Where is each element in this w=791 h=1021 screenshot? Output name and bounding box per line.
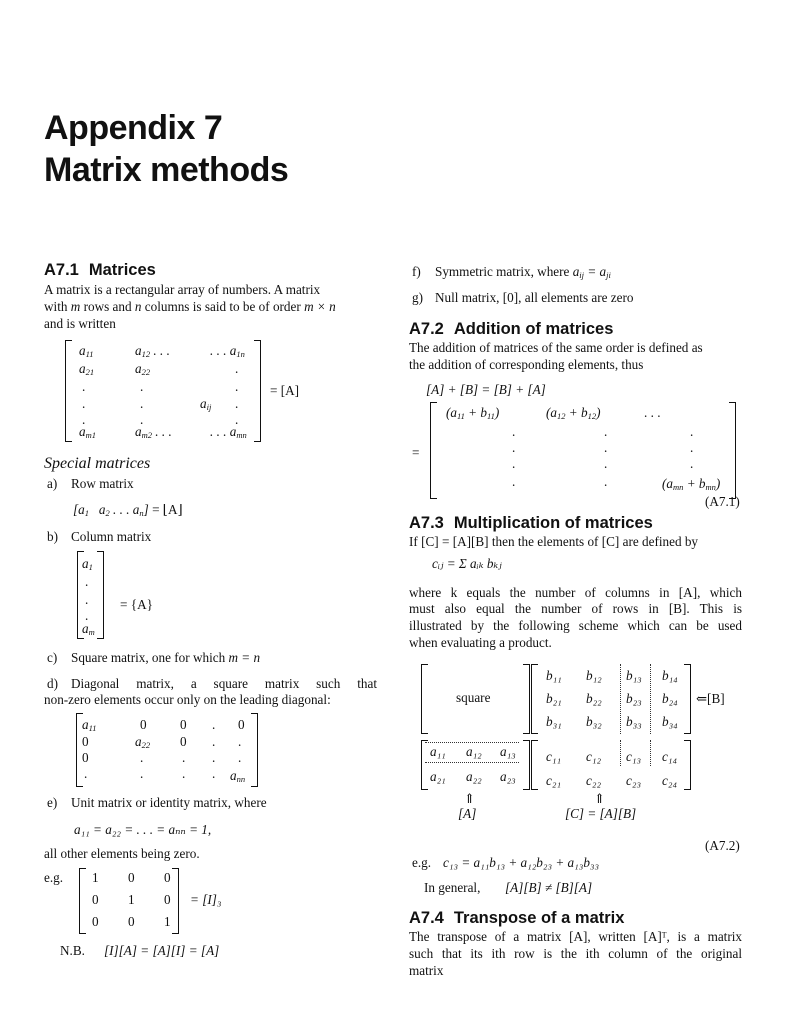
para-line: such that its ith row is the ith column of the original <box>409 946 742 961</box>
para-line: where k equals the number of columns in [A], which <box>409 585 742 600</box>
row-matrix-eq: [$a_1$ $a_2$ . . . $a_n$] = ⌊A⌋ <box>73 502 183 518</box>
item-text: Symmetric matrix, where $a_{ij} = a_{ji}$ <box>435 264 611 280</box>
product-definition-eq: cᵢⱼ = Σ aᵢₖ bₖⱼ <box>432 556 502 571</box>
example-product-eq: c₁₃ = a₁₁b₁₃ + a₁₂b₂₃ + a₁₃b₃₃ <box>443 855 600 870</box>
equation-ref: (A7.2) <box>705 838 740 853</box>
equals-sign: = <box>412 445 420 460</box>
para-line: the addition of corresponding elements, thus <box>409 357 644 372</box>
non-commutative-eq: [A][B] ≠ [B][A] <box>505 880 593 895</box>
matrix-equals-a: = [A] <box>270 383 300 398</box>
item-label: d) <box>47 676 58 691</box>
b-matrix-arrow: ⇐[B] <box>696 691 725 706</box>
column-matrix-eq: = {A} <box>120 597 153 612</box>
addition-commutative-eq: [A] + [B] = [B] + [A] <box>426 382 546 397</box>
para-line: The transpose of a matrix [A], written [A]ᵀ, is a matrix <box>409 929 742 944</box>
item-text: Null matrix, [0], all elements are zero <box>435 290 634 305</box>
item-text: Row matrix <box>71 476 134 491</box>
up-arrow-icon: ⇑ <box>594 791 606 806</box>
item-label: c) <box>47 650 58 665</box>
item-text: all other elements being zero. <box>44 846 200 861</box>
item-label: b) <box>47 529 58 544</box>
square-label: square <box>456 690 491 705</box>
item-text: non-zero elements occur only on the leading diagonal: <box>44 692 331 707</box>
para-line: when evaluating a product. <box>409 635 552 650</box>
nb-label: N.B. <box>60 943 85 958</box>
equation-ref: (A7.1) <box>705 494 740 509</box>
item-text: Unit matrix or identity matrix, where <box>71 795 267 810</box>
item-text: Column matrix <box>71 529 152 544</box>
item-label: e) <box>47 795 58 810</box>
section-heading-a7-3: A7.3 Multiplication of matrices <box>409 514 653 532</box>
unit-condition-eq: a₁₁ = a₂₂ = . . . = aₙₙ = 1, <box>74 822 212 837</box>
section-heading-a7-1: A7.1 Matrices <box>44 261 156 279</box>
para-line: must also equal the number of rows in [B]. This is <box>409 601 742 616</box>
item-label: a) <box>47 476 58 491</box>
a-matrix-label: [A] <box>458 806 477 821</box>
para-line: The addition of matrices of the same order is defined as <box>409 340 703 355</box>
para-line: If [C] = [A][B] then the elements of [C] are defined by <box>409 534 699 549</box>
item-label: g) <box>412 290 423 305</box>
para-line: with m rows and n columns is said to be of order m × n <box>44 299 336 314</box>
appendix-number: Appendix 7 <box>44 109 223 147</box>
section-heading-a7-2: A7.2 Addition of matrices <box>409 320 614 338</box>
c-matrix-label: [C] = [A][B] <box>565 806 637 821</box>
para-line: matrix <box>409 963 444 978</box>
para-line: illustrated by the following scheme which can be used <box>409 618 742 633</box>
up-arrow-icon: ⇑ <box>464 791 476 806</box>
para-line: A matrix is a rectangular array of numbers. A matrix <box>44 282 321 297</box>
unit-matrix-eq: = [I]₃ <box>190 892 222 907</box>
eg-label: e.g. <box>412 855 432 870</box>
item-label: f) <box>412 264 421 279</box>
page-title: Matrix methods <box>44 151 289 189</box>
eg-label: e.g. <box>44 870 64 885</box>
para-line: and is written <box>44 316 116 331</box>
special-matrices-heading: Special matrices <box>44 455 151 472</box>
item-text: Square matrix, one for which m = n <box>71 650 261 665</box>
general-label: In general, <box>424 880 481 895</box>
section-heading-a7-4: A7.4 Transpose of a matrix <box>409 909 625 927</box>
item-text: Diagonal matrix, a square matrix such that <box>71 676 377 691</box>
nb-eq: [I][A] = [A][I] = [A] <box>104 943 220 958</box>
